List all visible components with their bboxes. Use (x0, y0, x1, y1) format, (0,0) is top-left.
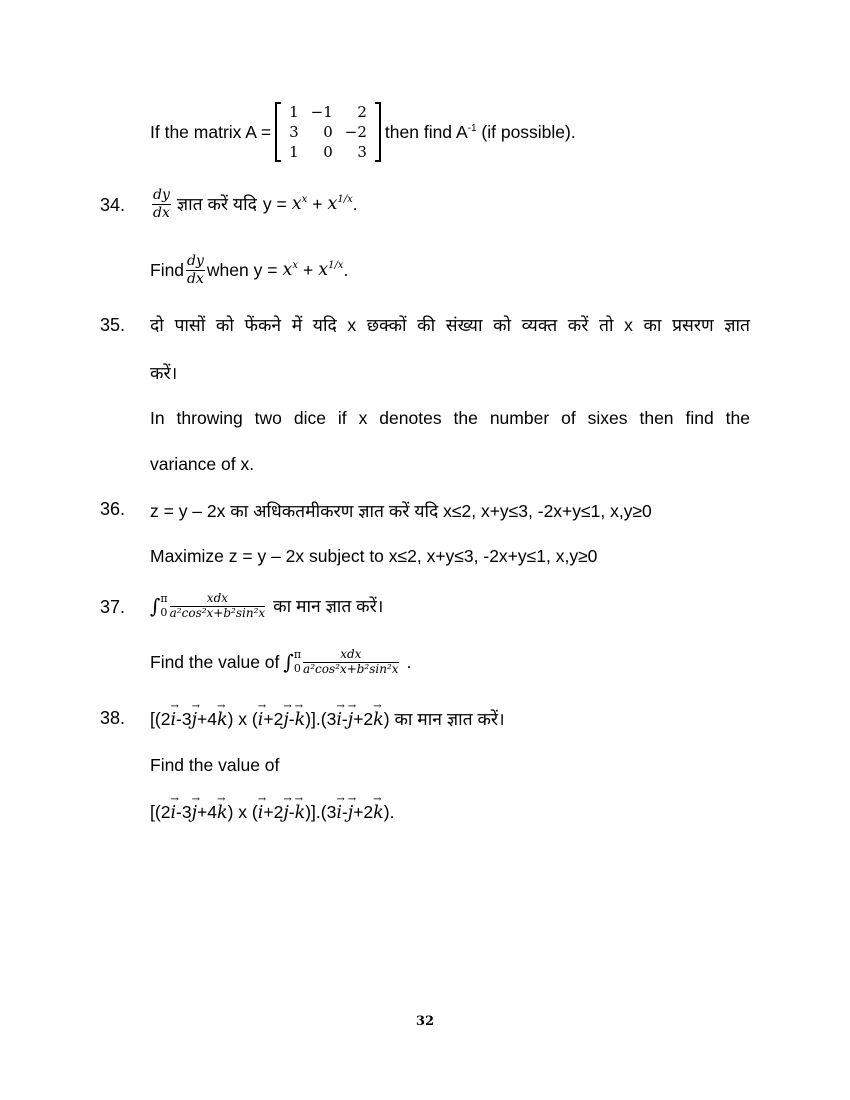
integrand-denominator: a²cos²x+b²sin²x (169, 605, 266, 620)
dy-dx-fraction (186, 253, 205, 286)
q38-hindi-line (150, 707, 505, 731)
x-exponent: x (301, 194, 308, 206)
q37-english-line (150, 642, 411, 682)
matrix-cell: 3 (289, 123, 299, 141)
integral-sign: ∫ (283, 650, 294, 674)
q34-eq-prefix: y = (262, 193, 287, 214)
q34-hindi-line (150, 182, 358, 226)
x-power-x (282, 260, 298, 280)
plus-sign: + (312, 193, 323, 214)
page-number: 32 (415, 1014, 435, 1029)
q35-english-line-1: In throwing two dice if x denotes the number of sixes then find the (150, 408, 750, 428)
integral-sign: ∫ (150, 594, 161, 618)
q37-en-prefix: Find the value of (150, 651, 280, 672)
q34-hindi-text: ज्ञात करें यदि (176, 194, 257, 214)
vector-expression: [(2→ i-3→ j+4→ k) x (→ i+2→ j-→ k)].(3→ i-→ j+2→ k) (150, 709, 390, 729)
frac-denominator: dx (153, 204, 170, 221)
q35-hindi-line-2: करें। (150, 363, 178, 383)
matrix-cell: 2 (357, 103, 367, 121)
q38-hindi-text: का मान ज्ञात करें। (394, 709, 505, 729)
x-base: x (327, 194, 338, 214)
matrix-cell: −2 (344, 123, 367, 141)
q34-find: Find (150, 259, 185, 280)
q33-inverse-sup: -1 (467, 122, 477, 134)
matrix-cell: 1 (289, 143, 299, 161)
integrand-fraction (170, 592, 266, 621)
question-number-36: 36. (100, 499, 126, 519)
integrand-numerator: xdx (303, 648, 399, 663)
period: . (352, 193, 358, 214)
matrix-cell: 3 (357, 143, 367, 161)
q35-english-line-2: variance of x. (150, 454, 255, 474)
q33-tail-a: then find A (384, 121, 468, 142)
x-base: x (282, 260, 293, 280)
q33-line (150, 100, 576, 164)
q33-lead: If the matrix A = (150, 121, 272, 142)
q35-hindi-line-1: दो पासों को फेंकने में यदि x छक्कों की संख्या को व्यक्त करें तो x का प्रसरण ज्ञात (150, 315, 750, 335)
matrix-cell: 1 (289, 103, 299, 121)
x-exponent: x (292, 260, 298, 272)
lower-limit: 0 (160, 606, 168, 619)
integrand-denominator: a²cos²x+b²sin²x (303, 661, 399, 676)
question-number-35: 35. (100, 315, 126, 335)
q38-english-line: Find the value of (150, 755, 280, 775)
q37-en-suffix: . (406, 651, 412, 672)
lower-limit: 0 (293, 662, 301, 675)
x-power-x (292, 194, 308, 214)
question-number-34: 34. (100, 195, 126, 215)
question-number-38: 38. (100, 708, 126, 728)
q36-hindi-line: z = y – 2x का अधिकतमीकरण ज्ञात करें यदि x≤2, x+y≤3, -2x+y≤1, x,y≥0 (150, 501, 652, 521)
q37-hindi-line (150, 586, 383, 626)
integral-limits (294, 648, 301, 676)
vector-expression: [(2→ i-3→ j+4→ k) x (→ i+2→ j-→ k)].(3→ i-→ j+2→ k) (150, 802, 390, 822)
q33-tail-b: (if possible). (476, 121, 576, 142)
upper-limit: π (293, 648, 302, 661)
integrand-fraction (303, 648, 399, 677)
upper-limit: π (160, 592, 168, 605)
q34-english-line (150, 248, 348, 292)
q33-tail (385, 122, 576, 143)
period: . (343, 259, 349, 280)
integrand-numerator: xdx (170, 592, 266, 607)
plus-sign: + (302, 259, 314, 280)
matrix-cell: 0 (323, 123, 333, 141)
q36-english-line: Maximize z = y – 2x subject to x≤2, x+y≤3, -2x+y≤1, x,y≥0 (150, 546, 598, 566)
frac-denominator: dx (187, 270, 204, 287)
q34-when: when y = (206, 259, 278, 280)
q37-hindi-text: का मान ज्ञात करें। (273, 596, 384, 616)
dy-dx-fraction (152, 187, 171, 220)
q38-expression-line (150, 802, 394, 823)
x-exponent-inverse: 1/x (337, 194, 353, 206)
period: . (389, 802, 395, 822)
matrix-cell: 0 (323, 143, 333, 161)
x-power-inv-x (318, 260, 343, 280)
frac-numerator: dy (153, 187, 170, 204)
matrix-cell: −1 (310, 103, 333, 121)
integral-limits (160, 592, 167, 620)
frac-numerator: dy (187, 253, 204, 270)
x-base: x (318, 260, 329, 280)
question-number-37: 37. (100, 597, 126, 617)
x-base: x (291, 194, 302, 214)
x-exponent-inverse: 1/x (328, 260, 344, 272)
matrix-a (275, 102, 381, 162)
x-power-inv-x (328, 194, 353, 214)
